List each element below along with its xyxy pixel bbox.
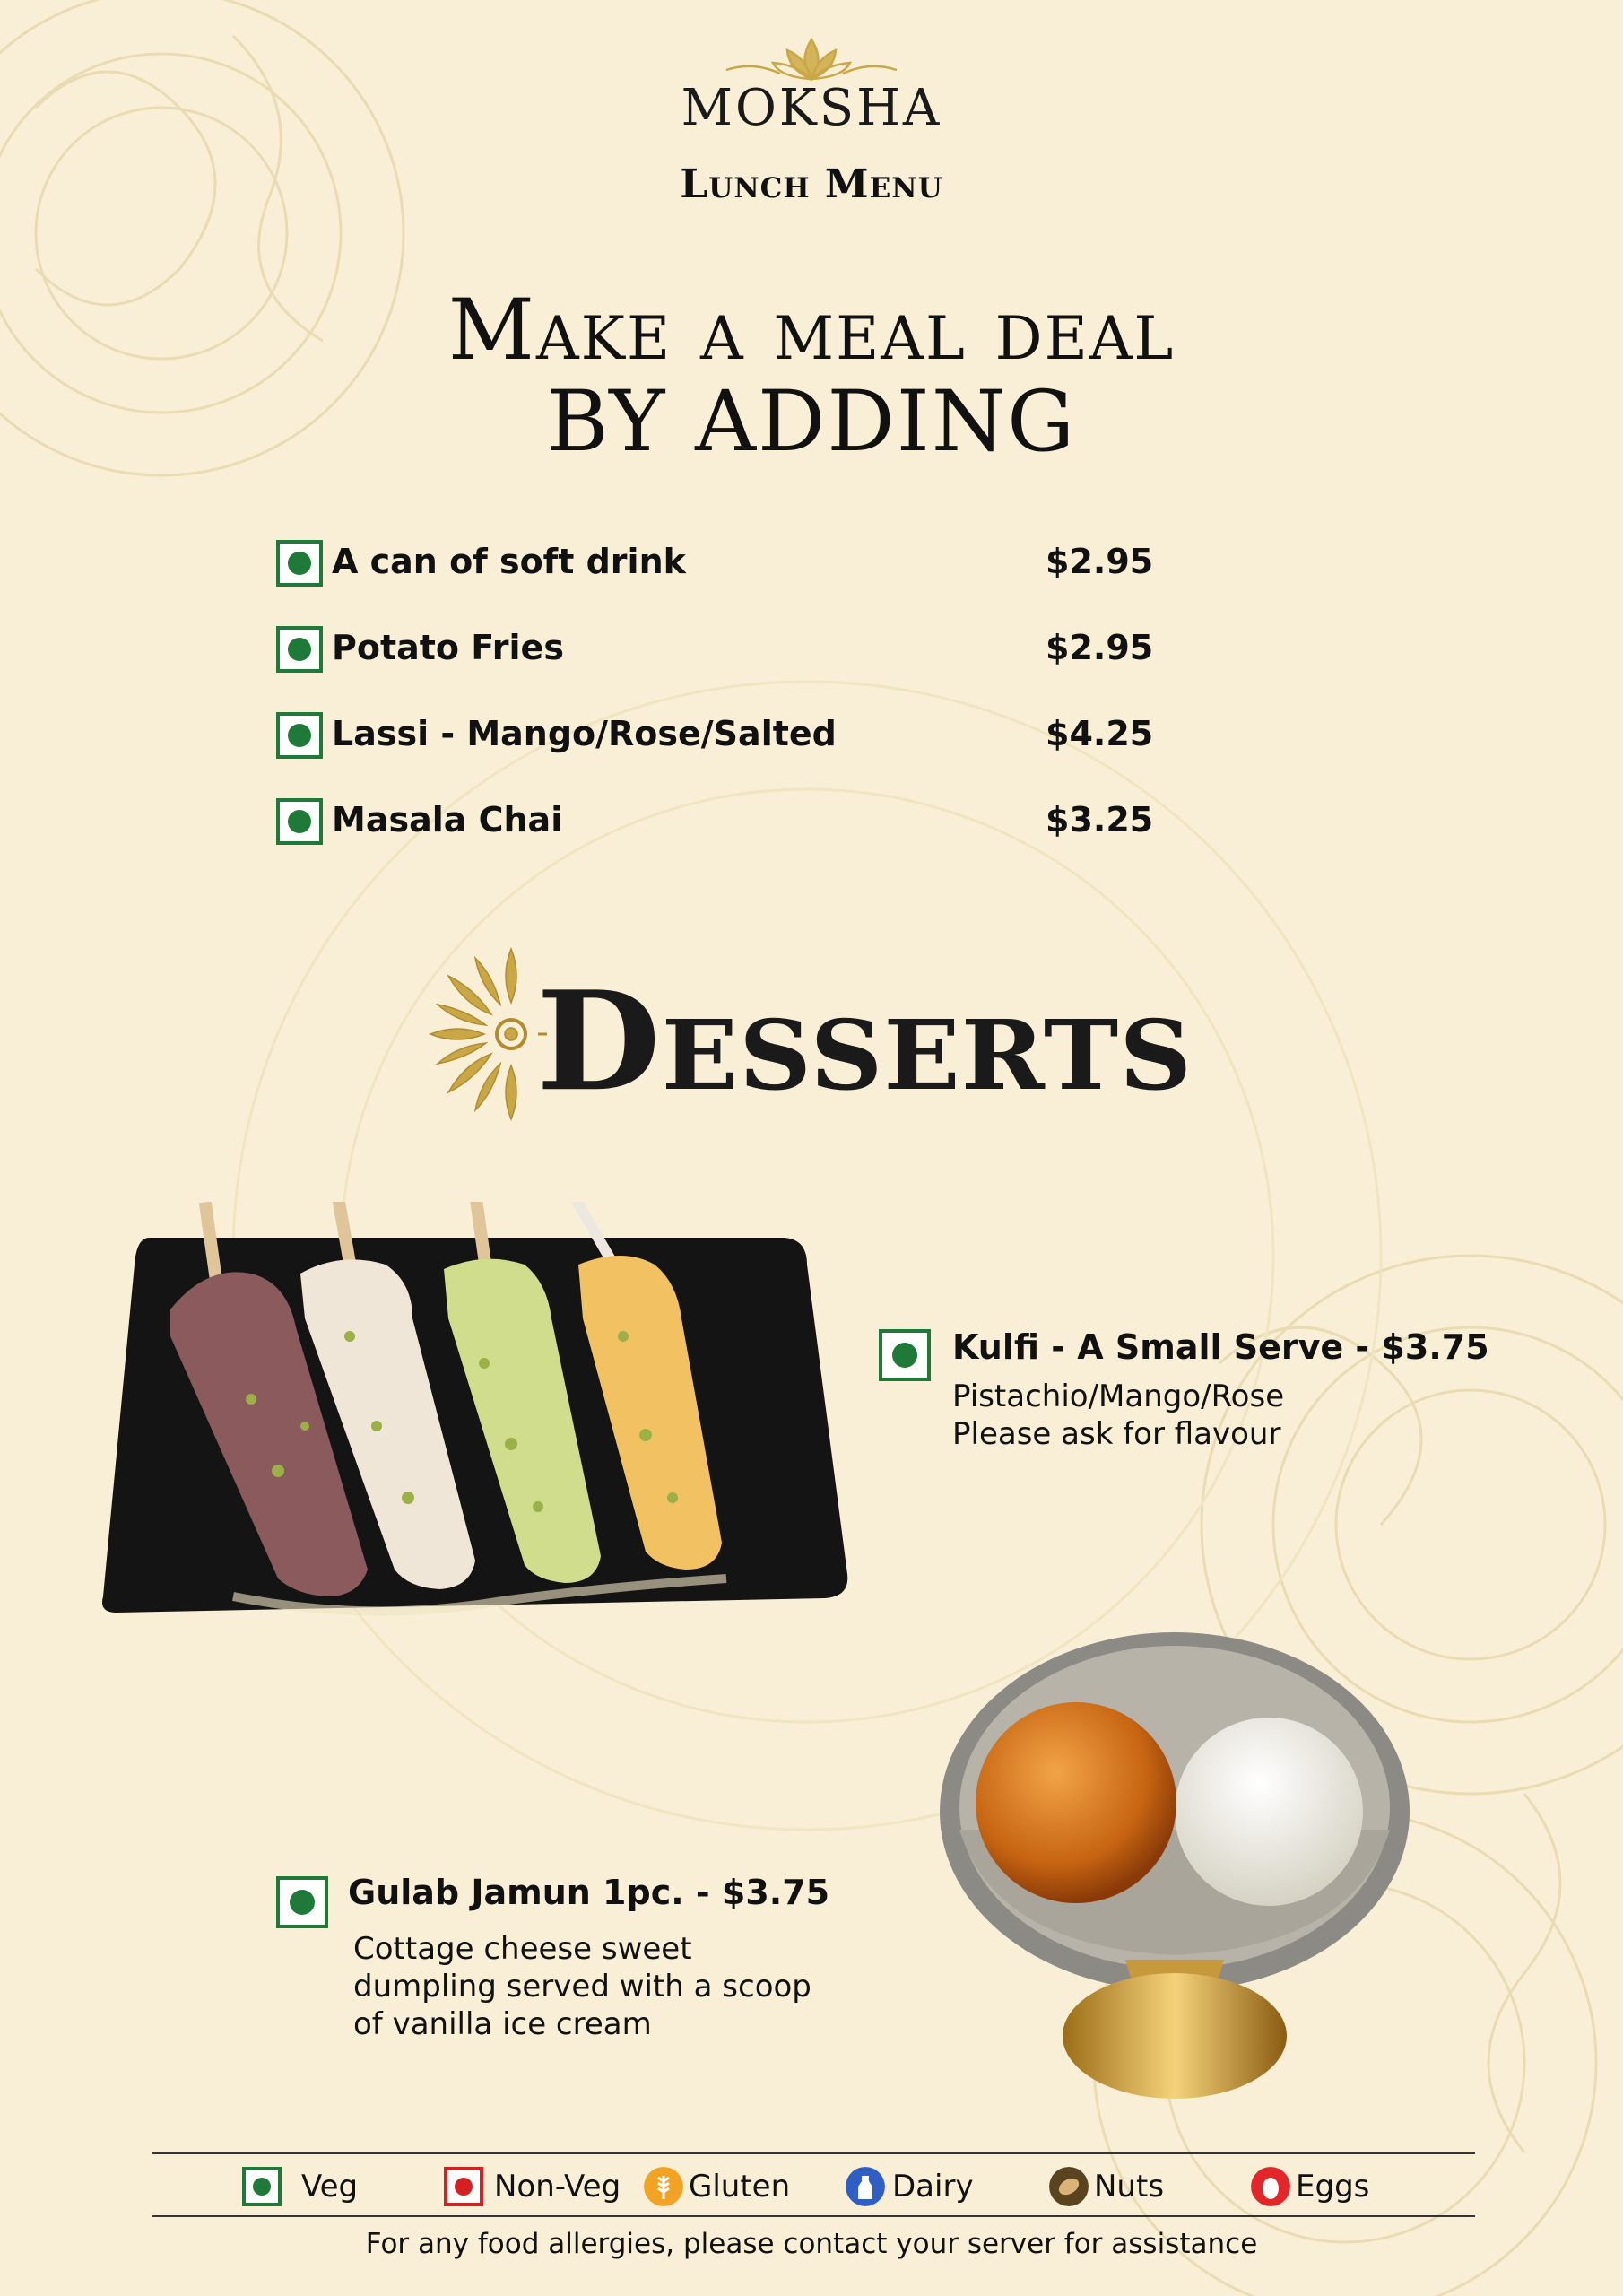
meal-deal-heading-line1: Make a meal deal — [447, 282, 1176, 379]
legend-label: Nuts — [1094, 2169, 1165, 2205]
dietary-legend — [152, 2160, 1475, 2217]
legend-bottom-divider — [152, 2215, 1475, 2217]
veg-icon — [276, 540, 323, 587]
item-description-line: Please ask for flavour — [952, 1416, 1281, 1452]
egg-icon — [1251, 2167, 1290, 2206]
mandala-ornament-icon — [421, 940, 551, 1128]
item-description-line: Pistachio/Mango/Rose — [952, 1378, 1285, 1414]
addon-price: $3.25 — [1046, 800, 1154, 839]
menu-subtitle: Lunch Menu — [680, 161, 943, 207]
item-title: Kulfi - A Small Serve - $3.75 — [952, 1327, 1489, 1367]
item-title: Gulab Jamun 1pc. - $3.75 — [348, 1873, 830, 1912]
allergy-note: For any food allergies, please contact your server for assistance — [365, 2228, 1258, 2260]
addon-item — [276, 626, 1173, 712]
meal-deal-heading — [0, 282, 1623, 471]
addon-name: A can of soft drink — [332, 542, 686, 581]
legend-label: Veg — [301, 2169, 359, 2205]
gulab-jamun-photo — [924, 1614, 1417, 2099]
legend-label: Dairy — [892, 2169, 974, 2205]
veg-icon — [276, 1876, 328, 1928]
veg-icon — [276, 798, 323, 845]
item-description — [952, 1378, 1284, 1453]
legend-top-divider — [152, 2152, 1475, 2154]
addon-name: Potato Fries — [332, 628, 564, 667]
wheat-icon — [644, 2167, 683, 2206]
addon-item — [276, 712, 1173, 798]
non-veg-icon — [444, 2167, 483, 2206]
addon-price: $2.95 — [1046, 542, 1154, 581]
addon-name: Lassi - Mango/Rose/Salted — [332, 714, 837, 753]
addon-item — [276, 540, 1173, 626]
item-description-line: dumpling served with a scoop — [353, 1969, 812, 2005]
item-description-line: Cottage cheese sweet — [353, 1931, 692, 1967]
addon-price: $2.95 — [1046, 628, 1154, 667]
kulfi-photo — [99, 1202, 852, 1632]
item-description — [353, 1930, 812, 2043]
veg-icon — [276, 712, 323, 759]
meal-deal-heading-line2: BY ADDING — [546, 373, 1077, 471]
legend-label: Eggs — [1296, 2169, 1370, 2205]
milk-bottle-icon — [846, 2167, 885, 2206]
veg-icon — [242, 2167, 282, 2206]
addon-list — [276, 540, 1173, 884]
desserts-heading: Desserts — [536, 961, 1193, 1122]
lotus-logo-icon — [717, 34, 906, 84]
restaurant-name: MOKSHA — [681, 79, 942, 137]
legend-label: Non-Veg — [494, 2169, 621, 2205]
veg-icon — [879, 1329, 931, 1381]
addon-price: $4.25 — [1046, 714, 1154, 753]
legend-label: Gluten — [689, 2169, 791, 2205]
veg-icon — [276, 626, 323, 673]
nut-icon — [1049, 2167, 1089, 2206]
addon-name: Masala Chai — [332, 800, 563, 839]
addon-item — [276, 798, 1173, 884]
item-description-line: of vanilla ice cream — [353, 2006, 652, 2042]
